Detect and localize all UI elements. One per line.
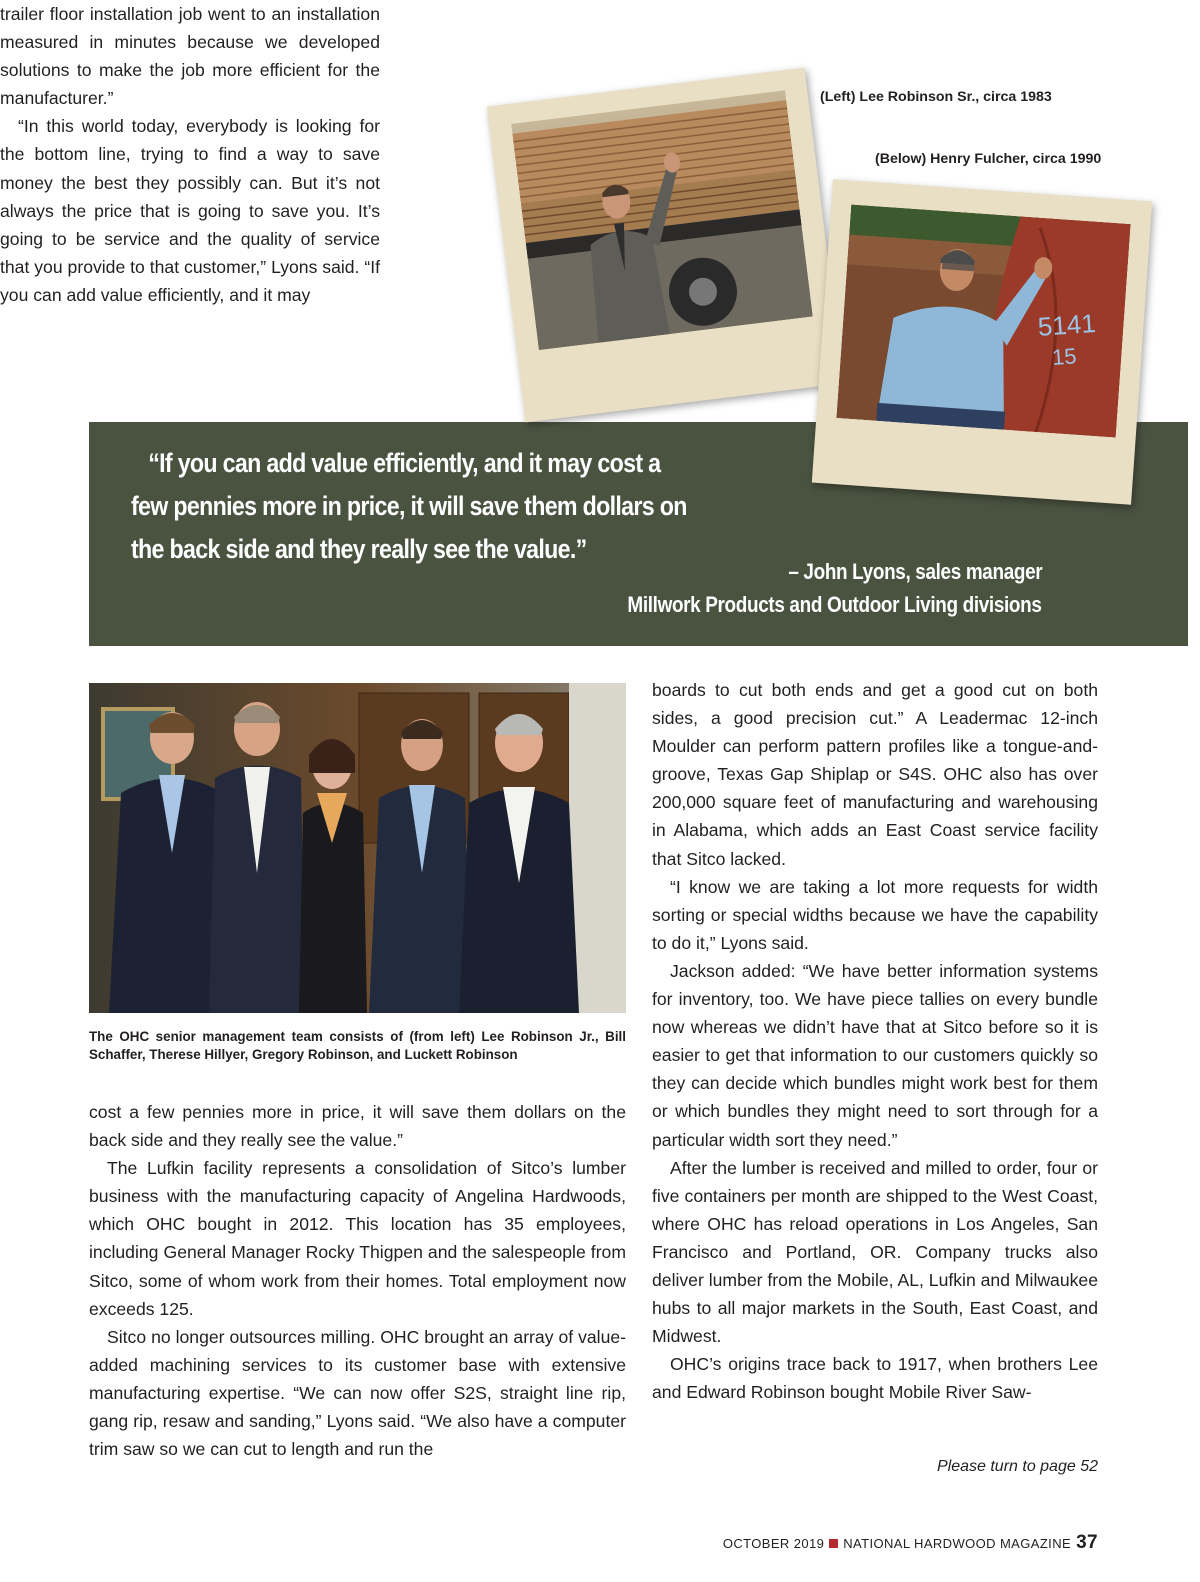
paragraph: “I know we are taking a lot more requests for width sorting or special widths because we have the capability to do it,” Lyons said. [652, 876, 1098, 953]
photo-caption-left: (Left) Lee Robinson Sr., circa 1983 [820, 89, 1052, 105]
paragraph: Sitco no longer outsources milling. OHC brought an array of value-added machining services to its customer base with extensive manufacturing expertise. “We can now offer S2S, straight line rip, gang rip, resaw and sanding,” Lyons said. “We also have a computer trim saw so we can cut to length and run the [89, 1326, 626, 1460]
pull-quote-text: “If you can add value efficiently, and it may cost a few pennies more in price, it will save them dollars on the back side and they really see the value.” [131, 448, 687, 564]
paragraph: boards to cut both ends and get a good cut on both sides, a good precision cut.” A Leadermac 12-inch Moulder can perform pattern profiles like a tongue-and-groove, Texas Gap Shiplap or S4S. OHC also has over 200,000 square feet of manufacturing and warehousing in Alabama, which adds an East Coast service facility that Sitco lacked. [652, 680, 1098, 869]
photo-lumber-truck-image [511, 90, 813, 350]
paragraph: “In this world today, everybody is looking for the bottom line, trying to find a way to save money the best they possibly can. But it’s not always the price that is going to save you. It’s going to be service and the quality of service that you provide to that customer,” Lyons said. “If you can add value efficiently, and it may [0, 116, 380, 305]
footer-square-icon [829, 1539, 838, 1548]
pull-quote-attribution-division: Millwork Products and Outdoor Living divisions [627, 592, 1042, 617]
team-photo [89, 683, 626, 1013]
page-footer [723, 1532, 1098, 1554]
photo-log-yard-image [836, 205, 1130, 438]
photo-henry-fulcher [812, 179, 1152, 505]
svg-text:5141: 5141 [1036, 307, 1097, 342]
page-number: 37 [1076, 1532, 1098, 1553]
photo-caption-below: (Below) Henry Fulcher, circa 1990 [875, 151, 1102, 167]
column-2 [652, 676, 1098, 1406]
pull-quote-attribution-name: – John Lyons, sales manager [788, 559, 1042, 584]
footer-issue-date: OCTOBER 2019 [722, 1536, 825, 1551]
svg-text:15: 15 [1051, 343, 1078, 370]
paragraph: OHC’s origins trace back to 1917, when brothers Lee and Edward Robinson bought Mobile River Saw- [652, 1354, 1098, 1403]
team-photo-caption: The OHC senior management team consists of (from left) Lee Robinson Jr., Bill Schaffer, Therese Hillyer, Gregory Robinson, and Luckett Robinson [89, 1029, 626, 1062]
paragraph: After the lumber is received and milled to order, four or five containers per month are shipped to the West Coast, where OHC has reload operations in Los Angeles, San Francisco and Portland, OR. Company trucks also deliver lumber from the Mobile, AL, Lufkin and Milwaukee hubs to all major markets in the South, East Coast, and Midwest. [652, 1157, 1098, 1347]
continuation-note: Please turn to page 52 [936, 1458, 1098, 1475]
column-1-bottom [89, 1098, 626, 1463]
photo-lee-robinson-sr [487, 68, 843, 423]
footer-magazine-name: NATIONAL HARDWOOD MAGAZINE [843, 1536, 1072, 1551]
paragraph: cost a few pennies more in price, it will save them dollars on the back side and they really see the value.” [89, 1102, 626, 1151]
paragraph: The Lufkin facility represents a consolidation of Sitco’s lumber business with the manufacturing capacity of Angelina Hardwoods, which OHC bought in 2012. This location has 35 employees, including General Manager Rocky Thigpen and the salespeople from Sitco, some of whom work from their homes. Total employment now exceeds 125. [89, 1158, 626, 1319]
senior-management-team-image [89, 683, 626, 1013]
paragraph: Jackson added: “We have better information systems for inventory, too. We have piece tallies on every bundle now whereas we didn’t have that at Sitco before so it is easier to get that information to our customers quickly so they can decide which bundles might work best for them or which bundles they might need to sort through for a particular width sort they need.” [652, 960, 1098, 1150]
paragraph: trailer floor installation job went to an installation measured in minutes because we developed solutions to make the job more efficient for the manufacturer.” [0, 4, 380, 109]
column-1-top [0, 0, 380, 309]
